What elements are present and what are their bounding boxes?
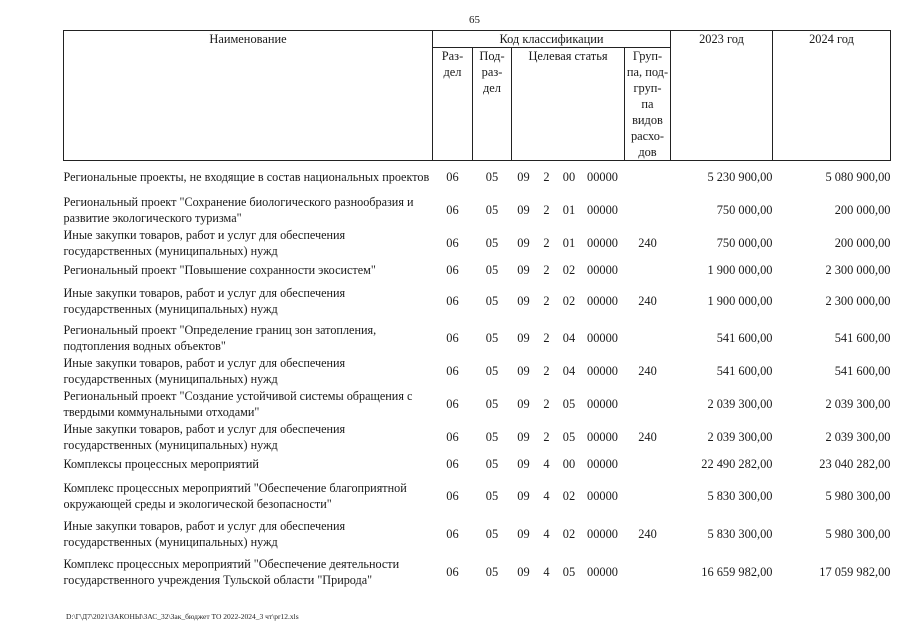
row-amount-2024: 2 039 300,00 (825, 430, 891, 444)
row-podrazdel: 05 (485, 527, 499, 541)
row-target-program: 09 (517, 203, 530, 217)
table-row (64, 193, 891, 227)
row-target-type: 4 (543, 457, 550, 471)
row-podrazdel: 05 (485, 397, 499, 411)
row-expense-group: 240 (638, 430, 657, 444)
row-amount-2024: 2 039 300,00 (825, 397, 891, 411)
row-target-direction: 00000 (587, 294, 618, 308)
row-name: Комплексы процессных мероприятий (63, 457, 259, 471)
row-amount-2023: 1 900 000,00 (707, 263, 773, 277)
row-expense-group (625, 551, 671, 593)
table-row (64, 321, 891, 355)
row-target-type: 2 (543, 397, 550, 411)
row-amount-2024: 200 000,00 (834, 236, 891, 250)
row-target-type: 2 (543, 203, 550, 217)
row-amount-2023: 22 490 282,00 (701, 457, 773, 471)
row-podrazdel: 05 (485, 489, 499, 503)
row-name: Региональный проект "Сохранение биологического разнообразия и развитие экологического туризма" (63, 195, 414, 225)
row-expense-group: 240 (638, 364, 657, 378)
row-amount-2024: 541 600,00 (834, 331, 891, 345)
row-amount-2024: 5 080 900,00 (825, 170, 891, 184)
row-amount-2023: 1 900 000,00 (707, 294, 773, 308)
row-target-project: 04 (562, 331, 576, 345)
row-target-project: 00 (562, 457, 576, 471)
row-razdel: 06 (446, 263, 459, 277)
table-row (64, 551, 891, 593)
row-amount-2023: 5 230 900,00 (707, 170, 773, 184)
row-amount-2023: 750 000,00 (716, 203, 773, 217)
row-target-program: 09 (517, 397, 530, 411)
row-amount-2024: 2 300 000,00 (825, 263, 891, 277)
row-podrazdel: 05 (485, 294, 499, 308)
header-razdel: Раз- дел (433, 48, 473, 161)
row-target-type: 2 (543, 263, 550, 277)
row-expense-group: 240 (638, 236, 657, 250)
row-target-direction: 00000 (587, 565, 618, 579)
row-target-type: 2 (543, 430, 550, 444)
row-razdel: 06 (446, 236, 459, 250)
row-podrazdel: 05 (485, 263, 499, 277)
row-razdel: 06 (446, 364, 459, 378)
row-target-project: 05 (562, 397, 576, 411)
row-name: Комплекс процессных мероприятий "Обеспечение благоприятной окружающей среды и экологической безопасности" (63, 481, 407, 511)
header-year-2024: 2024 год (773, 31, 891, 161)
row-expense-group (625, 453, 671, 475)
row-amount-2024: 5 980 300,00 (825, 489, 891, 503)
budget-table (63, 30, 891, 593)
row-target-project: 00 (562, 170, 576, 184)
table-row (64, 453, 891, 475)
row-target-project: 02 (562, 294, 576, 308)
row-target-program: 09 (517, 527, 530, 541)
row-name: Иные закупки товаров, работ и услуг для обеспечения государственных (муниципальных) нужд (63, 519, 346, 549)
row-razdel: 06 (446, 170, 459, 184)
row-amount-2023: 750 000,00 (716, 236, 773, 250)
page-number-text: 65 (469, 14, 480, 26)
row-target-type: 4 (543, 527, 550, 541)
row-amount-2023: 5 830 300,00 (707, 527, 773, 541)
row-amount-2023: 541 600,00 (716, 364, 773, 378)
row-target-direction: 00000 (587, 457, 618, 471)
header-podrazdel: Под- раз- дел (473, 48, 512, 161)
row-target-direction: 00000 (587, 170, 618, 184)
row-target-type: 2 (543, 331, 550, 345)
row-amount-2024: 2 300 000,00 (825, 294, 891, 308)
row-target-program: 09 (517, 294, 530, 308)
row-target-project: 01 (562, 236, 576, 250)
row-expense-group (625, 321, 671, 355)
row-expense-group (625, 259, 671, 281)
table-row (64, 227, 891, 259)
row-amount-2023: 541 600,00 (716, 331, 773, 345)
row-target-project: 01 (562, 203, 576, 217)
row-expense-group (625, 475, 671, 517)
row-amount-2024: 17 059 982,00 (819, 565, 891, 579)
row-target-direction: 00000 (587, 430, 618, 444)
row-name: Комплекс процессных мероприятий "Обеспечение деятельности государственного учреждения Тульской области "Природа" (63, 557, 400, 587)
row-expense-group (625, 387, 671, 421)
row-name: Иные закупки товаров, работ и услуг для обеспечения государственных (муниципальных) нужд (63, 356, 346, 386)
row-target-program: 09 (517, 430, 530, 444)
table-row (64, 475, 891, 517)
row-target-type: 4 (543, 565, 550, 579)
header-year-2023: 2023 год (671, 31, 773, 161)
row-expense-group (625, 161, 671, 194)
row-target-direction: 00000 (587, 364, 618, 378)
row-target-program: 09 (517, 364, 530, 378)
table-row (64, 421, 891, 453)
row-razdel: 06 (446, 457, 459, 471)
footer-file-path: D:\Г\Д7\2021\ЗАКОНЫ\ЗАС_32\Зак_бюджет ТО 2022-2024_3 чт\pr12.xls (66, 612, 299, 621)
row-amount-2024: 5 980 300,00 (825, 527, 891, 541)
row-amount-2024: 23 040 282,00 (819, 457, 891, 471)
row-target-project: 02 (562, 263, 576, 277)
row-amount-2023: 16 659 982,00 (701, 565, 773, 579)
row-podrazdel: 05 (485, 457, 499, 471)
row-podrazdel: 05 (485, 364, 499, 378)
row-razdel: 06 (446, 489, 459, 503)
row-target-type: 2 (543, 236, 550, 250)
table-row (64, 281, 891, 321)
page-number (0, 14, 905, 26)
row-amount-2023: 2 039 300,00 (707, 430, 773, 444)
row-razdel: 06 (446, 397, 459, 411)
row-amount-2024: 541 600,00 (834, 364, 891, 378)
row-name: Региональный проект "Определение границ зон затопления, подтопления водных объектов" (63, 323, 377, 353)
row-target-project: 02 (562, 489, 576, 503)
row-expense-group: 240 (638, 527, 657, 541)
row-target-direction: 00000 (587, 331, 618, 345)
row-razdel: 06 (446, 294, 459, 308)
row-name: Иные закупки товаров, работ и услуг для обеспечения государственных (муниципальных) нужд (63, 286, 346, 316)
row-razdel: 06 (446, 527, 459, 541)
row-name: Региональный проект "Создание устойчивой системы обращения с твердыми коммунальными отходами" (63, 389, 413, 419)
row-name: Региональные проекты, не входящие в состав национальных проектов (63, 170, 430, 184)
row-podrazdel: 05 (485, 331, 499, 345)
row-target-type: 2 (543, 294, 550, 308)
row-name: Региональный проект "Повышение сохранности экосистем" (63, 263, 376, 277)
row-target-direction: 00000 (587, 263, 618, 277)
row-amount-2023: 2 039 300,00 (707, 397, 773, 411)
row-target-program: 09 (517, 170, 530, 184)
table-row (64, 355, 891, 387)
table-body (64, 161, 891, 594)
row-amount-2023: 5 830 300,00 (707, 489, 773, 503)
header-name: Наименование (64, 31, 433, 161)
row-target-project: 04 (562, 364, 576, 378)
row-name: Иные закупки товаров, работ и услуг для обеспечения государственных (муниципальных) нужд (63, 228, 346, 258)
row-podrazdel: 05 (485, 203, 499, 217)
row-target-type: 2 (543, 170, 550, 184)
table-row (64, 259, 891, 281)
row-razdel: 06 (446, 331, 459, 345)
header-classification-code: Код классификации (433, 31, 671, 48)
row-target-project: 02 (562, 527, 576, 541)
header-target-article: Целевая статья (512, 48, 625, 161)
header-expense-group: Груп- па, под- груп- па видов расхо- дов (625, 48, 671, 161)
row-name: Иные закупки товаров, работ и услуг для обеспечения государственных (муниципальных) нужд (63, 422, 346, 452)
row-expense-group: 240 (638, 294, 657, 308)
row-expense-group (625, 193, 671, 227)
row-podrazdel: 05 (485, 565, 499, 579)
row-razdel: 06 (446, 565, 459, 579)
row-target-direction: 00000 (587, 527, 618, 541)
row-target-project: 05 (562, 430, 576, 444)
row-target-program: 09 (517, 331, 530, 345)
row-target-program: 09 (517, 236, 530, 250)
row-target-direction: 00000 (587, 397, 618, 411)
row-razdel: 06 (446, 203, 459, 217)
row-podrazdel: 05 (485, 236, 499, 250)
row-target-program: 09 (517, 263, 530, 277)
row-target-type: 2 (543, 364, 550, 378)
row-target-program: 09 (517, 489, 530, 503)
row-target-program: 09 (517, 457, 530, 471)
row-target-direction: 00000 (587, 203, 618, 217)
row-podrazdel: 05 (485, 170, 499, 184)
row-target-project: 05 (562, 565, 576, 579)
row-target-type: 4 (543, 489, 550, 503)
row-razdel: 06 (446, 430, 459, 444)
table-row (64, 517, 891, 551)
row-amount-2024: 200 000,00 (834, 203, 891, 217)
row-podrazdel: 05 (485, 430, 499, 444)
row-target-direction: 00000 (587, 236, 618, 250)
table-row (64, 161, 891, 194)
row-target-direction: 00000 (587, 489, 618, 503)
table-row (64, 387, 891, 421)
row-target-program: 09 (517, 565, 530, 579)
